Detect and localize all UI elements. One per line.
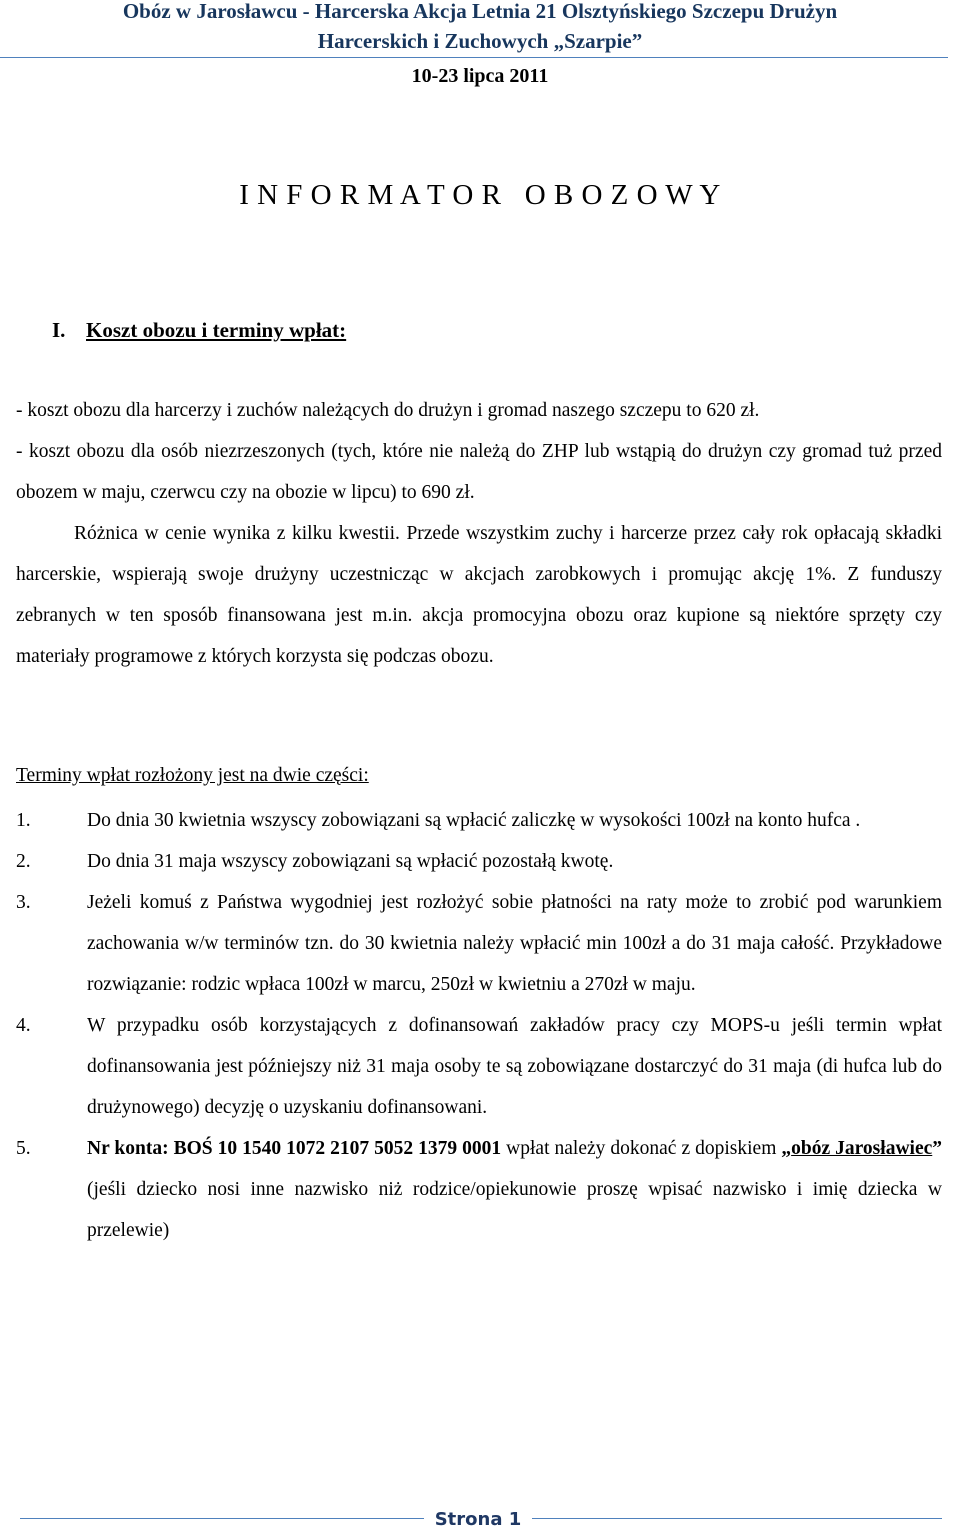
transfer-note: (jeśli dziecko nosi inne nazwisko niż rodzice/opiekunowie proszę wpisać nazwisko i imię dziecka w przelewie) [87,1179,942,1241]
section-heading [52,318,346,343]
page-footer [0,1508,960,1534]
document-title: I N F O R M A T O R O B O Z O W Y [239,179,721,211]
quote-open: „ [781,1138,792,1159]
list-item-text: Do dnia 31 maja wszyscy zobowiązani są wpłacić pozostałą kwotę. [87,851,614,872]
footer-rule-left [20,1518,424,1519]
header-date: 10-23 lipca 2011 [411,65,549,87]
bank-account-number: Nr konta: BOŚ 10 1540 1072 2107 5052 1379 0001 [87,1138,502,1159]
list-item-number: 4. [16,1015,31,1036]
list-item-number: 5. [16,1138,31,1159]
list-item-text: Do dnia 30 kwietnia wszyscy zobowiązani są wpłacić zaliczkę w wysokości 100zł na konto hufca . [87,810,861,831]
cost-members-paragraph: - koszt obozu dla harcerzy i zuchów należących do drużyn i gromad naszego szczepu to 620 zł. [16,400,760,421]
list-item-number: 2. [16,851,31,872]
header-title-line1: Obóz w Jarosławcu - Harcerska Akcja Letnia 21 Olsztyńskiego Szczepu Drużyn [122,0,838,23]
payment-terms-list [16,800,942,1251]
list-item-number: 3. [16,892,31,913]
footer-rule-right [532,1518,942,1519]
list-item [16,841,942,882]
transfer-title-quote [781,1138,942,1159]
section-label: Koszt obozu i terminy wpłat: [86,318,347,342]
list-item [16,882,942,1005]
list-item-text [87,1128,942,1251]
list-item-number: 1. [16,810,31,831]
transfer-title: obóz Jarosławiec [791,1138,933,1159]
list-item [16,800,942,841]
transfer-instruction: wpłat należy dokonać z dopiskiem [501,1138,782,1159]
list-item [16,1128,942,1251]
terms-heading: Terminy wpłat rozłożony jest na dwie części: [16,765,369,786]
quote-close: ” [932,1138,943,1159]
page-number: Strona 1 [434,1509,522,1530]
list-item-text: Jeżeli komuś z Państwa wygodniej jest rozłożyć sobie płatności na raty może to zrobić pod warunkiem zachowania w/w terminów tzn. do 30 kwietnia należy wpłacić min 100zł a do 31 maja całość. Przykładowe rozwiązanie: rodzic wpłaca 100zł w marcu, 250zł w kwietniu a 270zł w maju. [87,892,942,995]
list-item [16,1005,942,1128]
list-item-text: W przypadku osób korzystających z dofinansowań zakładów pracy czy MOPS-u jeśli termin wpłat dofinansowania jest późniejszy niż 31 maja osoby te są zobowiązane dostarczyć do 31 maja (di hufca lub do drużynowego) decyzję o uzyskaniu dofinansowani. [87,1015,942,1118]
cost-nonmembers-paragraph: - koszt obozu dla osób niezrzeszonych (tych, które nie należą do ZHP lub wstąpią do drużyn czy gromad tuż przed obozem w maju, czerwcu czy na obozie w lipcu) to 690 zł. [16,441,942,503]
header-title-line2: Harcerskich i Zuchowych „Szarpie” [317,29,643,53]
section-number: I. [52,318,66,342]
price-difference-paragraph: Różnica w cenie wynika z kilku kwestii. Przede wszystkim zuchy i harcerze przez cały rok opłacają składki harcerskie, wspierają swoje drużyny uczestnicząc w akcjach zarobkowych i promując akcję 1%. Z funduszy zebranych w ten sposób finansowana jest m.in. akcja promocyjna obozu oraz kupione są niektóre sprzęty czy materiały programowe z których korzysta się podczas obozu. [16,523,942,667]
header-divider [0,57,948,58]
